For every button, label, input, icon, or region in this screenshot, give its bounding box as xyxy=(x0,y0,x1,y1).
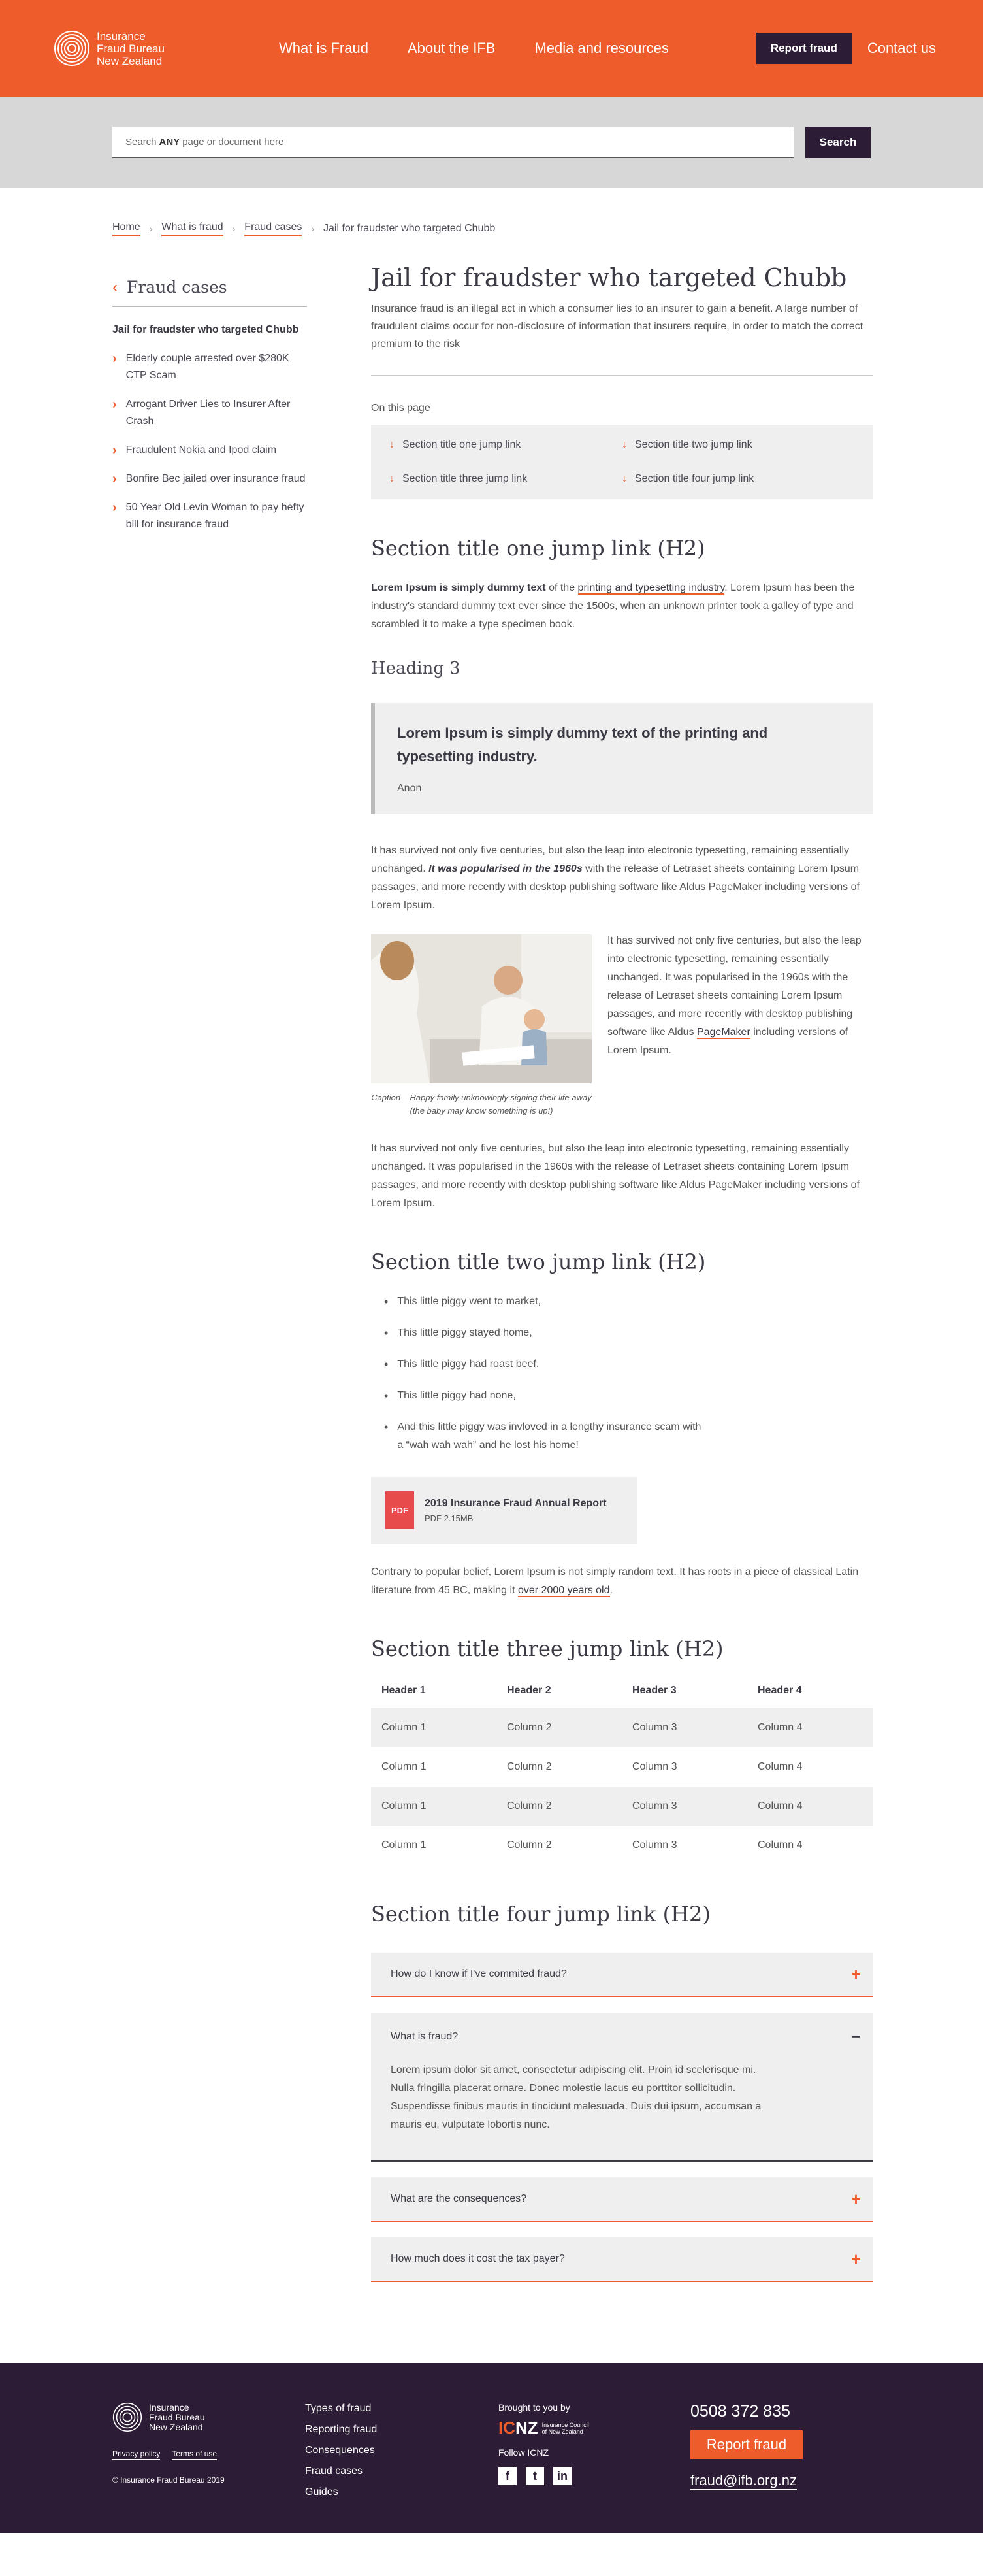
table-row xyxy=(371,1787,873,1826)
table-header-row xyxy=(371,1685,873,1708)
list-item xyxy=(371,1355,873,1374)
text: . Lorem Ipsum has been the industry's standard dummy text ever since the 1500s, when an unknown printer took a galley of type and scrambled it to make a type specimen book. xyxy=(371,582,855,630)
table-cell: Column 3 xyxy=(622,1708,747,1747)
table-header: Header 1 xyxy=(381,1685,426,1696)
jump-link-3[interactable] xyxy=(389,473,622,494)
sidebar-item[interactable] xyxy=(112,499,307,533)
list-item-text: This little piggy had roast beef, xyxy=(397,1359,540,1370)
text: It has survived not only five centuries, but also the leap into electronic typesetting, remaining essentially unchanged. xyxy=(371,845,849,874)
sidebar-item[interactable] xyxy=(112,471,307,487)
search-button[interactable]: Search xyxy=(805,127,871,158)
accordion-answer: Lorem ipsum dolor sit amet, consectetur adipiscing elit. Proin id scelerisque mi. Nulla fringilla placerat ornare. Donec molestie lacus eu porttitor sollicitudin. Suspendisse finibus mauris in tincidunt malesuada. Duis dui ipsum, accumsan a mauris eu, vulputate lobortis nunc. xyxy=(391,2064,762,2130)
table-cell: Column 3 xyxy=(632,1761,677,1772)
search-placeholder: page or document here xyxy=(182,136,284,148)
arrow-down-icon: ↓ xyxy=(389,439,395,450)
sidebar-item[interactable] xyxy=(112,442,307,459)
table-header: Header 2 xyxy=(507,1685,551,1696)
section-two-title: Section title two jump link (H2) xyxy=(371,1249,706,1274)
text: with the release of Letraset sheets containing Lorem Ipsum passages, and more recently with desktop publishing software like Aldus PageMaker including versions of Lorem Ipsum. xyxy=(371,863,860,911)
accordion-question: What are the consequences? xyxy=(391,2193,527,2204)
sidebar-item-label: Fraudulent Nokia and Ipod claim xyxy=(125,444,277,455)
logo-line: New Zealand xyxy=(149,2421,203,2432)
figure xyxy=(371,934,592,1117)
jump-link-label: Section title two jump link xyxy=(635,439,752,450)
chevron-right-icon: › xyxy=(311,223,315,234)
table-cell: Column 1 xyxy=(371,1708,496,1747)
footer-report-fraud-button[interactable]: Report fraud xyxy=(690,2430,803,2459)
logo-line: New Zealand xyxy=(97,54,163,67)
table-cell: Column 3 xyxy=(622,1787,747,1826)
jump-link-label: Section title one jump link xyxy=(402,439,521,450)
terms-of-use-link[interactable]: Terms of use xyxy=(172,2449,218,2458)
accordion xyxy=(371,1953,873,2282)
jump-links xyxy=(371,425,873,499)
icnz-nz: NZ xyxy=(515,2418,538,2437)
bullet-icon: • xyxy=(384,1358,389,1371)
pdf-icon: PDF xyxy=(385,1491,414,1529)
accordion-question: How much does it cost the tax payer? xyxy=(391,2253,565,2264)
contact-us-link[interactable]: Contact us xyxy=(867,40,936,56)
quote-author: Anon xyxy=(397,783,422,794)
jump-link-label: Section title three jump link xyxy=(402,473,528,484)
sidebar xyxy=(112,244,307,2298)
image-side-text xyxy=(607,932,873,1117)
logo-line: Fraud Bureau xyxy=(149,2411,205,2422)
breadcrumb xyxy=(0,188,983,244)
search-placeholder-bold: ANY xyxy=(159,136,180,148)
logo-line: Insurance xyxy=(97,29,146,42)
chevron-right-icon: › xyxy=(149,223,153,234)
list-item-text: This little piggy stayed home, xyxy=(397,1327,532,1338)
bullet-list xyxy=(371,1293,873,1455)
emphasis-text: It was popularised in the 1960s xyxy=(428,863,583,874)
arrow-down-icon: ↓ xyxy=(389,473,395,484)
arrow-down-icon: ↓ xyxy=(622,473,627,484)
accordion-item[interactable] xyxy=(371,2237,873,2282)
search-placeholder: Search xyxy=(125,136,157,148)
text: It has survived not only five centuries, but also the leap into electronic typesetting, remaining essentially unchanged. It was popularised in the 1960s with the release of Letraset sheets containing Lorem Ipsum passages, and more recently with desktop publishing software like Aldus xyxy=(607,935,862,1038)
jump-link-label: Section title four jump link xyxy=(635,473,754,484)
linkedin-icon[interactable]: in xyxy=(553,2467,572,2485)
accordion-item[interactable] xyxy=(371,1953,873,1997)
table-cell: Column 2 xyxy=(507,1761,552,1772)
footer-link[interactable]: Types of fraud xyxy=(305,2403,372,2414)
chevron-right-icon: › xyxy=(112,443,117,457)
inline-link[interactable]: over 2000 years old xyxy=(517,1585,610,1596)
accordion-question: How do I know if I've commited fraud? xyxy=(391,1968,567,1979)
sidebar-item-label: Elderly couple arrested over $280K CTP Scam xyxy=(125,353,289,381)
logo-line: Insurance xyxy=(149,2402,189,2413)
paragraph xyxy=(371,1563,873,1600)
paragraph xyxy=(371,842,873,915)
chevron-left-icon: ‹ xyxy=(112,278,118,296)
main-nav xyxy=(279,40,756,57)
sidebar-heading[interactable] xyxy=(112,278,307,307)
table-cell: Column 4 xyxy=(758,1840,803,1851)
jump-link-1[interactable] xyxy=(389,439,622,460)
minus-icon: − xyxy=(850,2026,861,2046)
fingerprint-icon xyxy=(112,2402,142,2432)
icnz-sub: Insurance Council xyxy=(541,2421,589,2428)
quote-text: Lorem Ipsum is simply dummy text of the printing and typesetting industry. xyxy=(397,725,768,765)
list-item-text: This little piggy had none, xyxy=(397,1390,516,1401)
search-input[interactable] xyxy=(112,127,794,158)
breadcrumb-home[interactable]: Home xyxy=(112,222,140,236)
sidebar-item-label: 50 Year Old Levin Woman to pay hefty bill for insurance fraud xyxy=(125,502,304,530)
bullet-icon: • xyxy=(384,1327,389,1340)
table-cell: Column 2 xyxy=(496,1708,622,1747)
chevron-right-icon: › xyxy=(112,397,117,412)
nav-media-resources[interactable]: Media and resources xyxy=(534,40,669,56)
accordion-item-open[interactable] xyxy=(371,2013,873,2162)
section-four-title: Section title four jump link (H2) xyxy=(371,1902,711,1926)
table-row xyxy=(371,1826,873,1865)
accordion-item[interactable] xyxy=(371,2177,873,2222)
phone-number[interactable]: 0508 372 835 xyxy=(690,2402,790,2420)
twitter-icon[interactable]: t xyxy=(526,2467,544,2485)
plus-icon: + xyxy=(850,2188,861,2209)
table-cell: Column 2 xyxy=(496,1787,622,1826)
site-header xyxy=(0,0,983,97)
jump-link-2[interactable] xyxy=(622,439,854,460)
nav-about-ifb[interactable]: About the IFB xyxy=(407,40,496,56)
brought-to-you-label: Brought to you by xyxy=(498,2402,570,2413)
sidebar-item-current[interactable]: Jail for fraudster who targeted Chubb xyxy=(112,324,299,335)
table-cell: Column 3 xyxy=(632,1840,677,1851)
pdf-meta: PDF 2.15MB xyxy=(425,1513,474,1523)
icnz-ic: IC xyxy=(498,2418,515,2437)
chevron-right-icon: › xyxy=(112,352,117,366)
footer-link[interactable]: Fraud cases xyxy=(305,2466,363,2477)
sidebar-item[interactable] xyxy=(112,396,307,430)
pdf-download[interactable] xyxy=(371,1477,637,1544)
breadcrumb-what-is-fraud[interactable]: What is fraud xyxy=(161,222,223,236)
icnz-logo[interactable] xyxy=(498,2418,690,2438)
inline-link[interactable]: printing and typesetting industry xyxy=(577,582,725,593)
family-illustration xyxy=(371,934,592,1083)
text: Contrary to popular belief, Lorem Ipsum is not simply random text. It has roots in a piece of classical Latin literature from 45 BC, making it xyxy=(371,1566,859,1596)
footer-link[interactable]: Consequences xyxy=(305,2445,375,2456)
site-footer xyxy=(0,2363,983,2533)
family-photo xyxy=(371,934,592,1083)
table-cell: Column 1 xyxy=(381,1840,427,1851)
main-content xyxy=(371,244,873,2298)
pdf-title: 2019 Insurance Fraud Annual Report xyxy=(425,1497,607,1509)
accordion-question: What is fraud? xyxy=(391,2031,459,2042)
breadcrumb-fraud-cases[interactable]: Fraud cases xyxy=(244,222,302,236)
copyright: © Insurance Fraud Bureau 2019 xyxy=(112,2475,225,2485)
image-caption: Caption – Happy family unknowingly signing their life away (the baby may know something is up!) xyxy=(371,1093,592,1115)
list-item-text: And this little piggy was invloved in a lengthy insurance scam with a “wah wah wah” and he lost his home! xyxy=(397,1421,701,1451)
facebook-icon[interactable]: f xyxy=(498,2467,517,2485)
table-cell: Column 4 xyxy=(747,1787,873,1826)
data-table xyxy=(371,1685,873,1865)
list-item xyxy=(371,1418,873,1455)
chevron-right-icon: › xyxy=(232,223,236,234)
bold-text: Lorem Ipsum is simply dummy text xyxy=(371,582,546,593)
paragraph: It has survived not only five centuries, but also the leap into electronic typesetting, remaining essentially unchanged. It was popularised in the 1960s with the release of Letraset sheets containing Lorem Ipsum passages, and more recently with desktop publishing software like Aldus PageMaker including versions of Lorem Ipsum. xyxy=(371,1143,860,1209)
sidebar-heading-label: Fraud cases xyxy=(127,278,227,297)
search-band xyxy=(0,97,983,188)
chevron-right-icon: › xyxy=(112,472,117,486)
breadcrumb-current: Jail for fraudster who targeted Chubb xyxy=(323,222,496,234)
privacy-policy-link[interactable]: Privacy policy xyxy=(112,2449,161,2458)
table-cell: Column 1 xyxy=(371,1787,496,1826)
bullet-icon: • xyxy=(384,1389,389,1402)
table-row xyxy=(371,1708,873,1747)
blockquote xyxy=(371,703,873,814)
list-item-text: This little piggy went to market, xyxy=(397,1296,541,1307)
nav-what-is-fraud[interactable]: What is Fraud xyxy=(279,40,368,56)
heading-3: Heading 3 xyxy=(371,659,460,678)
inline-link[interactable]: PageMaker xyxy=(696,1027,750,1038)
plus-icon: + xyxy=(850,2249,861,2269)
bullet-icon: • xyxy=(384,1295,389,1308)
sidebar-item-label: Arrogant Driver Lies to Insurer After Crash xyxy=(125,399,291,427)
image-with-text xyxy=(371,934,873,1117)
chevron-right-icon: › xyxy=(112,501,117,515)
table-cell: Column 1 xyxy=(381,1761,427,1772)
on-this-page-label: On this page xyxy=(371,403,430,414)
icnz-sub: of New Zealand xyxy=(541,2428,583,2435)
ifb-logo[interactable] xyxy=(54,30,227,67)
logo-line: Fraud Bureau xyxy=(97,42,165,55)
fingerprint-icon xyxy=(54,30,90,67)
lead-paragraph: Insurance fraud is an illegal act in which a consumer lies to an insurer to gain a benefit. A large number of fraudulent claims occur for non-disclosure of information that insurers require, in order to match the correct premium to the risk xyxy=(371,303,863,350)
page-title: Jail for fraudster who targeted Chubb xyxy=(371,263,847,292)
text: of the xyxy=(545,582,578,593)
report-fraud-button[interactable]: Report fraud xyxy=(756,33,852,64)
sidebar-item[interactable] xyxy=(112,350,307,384)
follow-label: Follow ICNZ xyxy=(498,2447,549,2458)
section-one-paragraph xyxy=(371,579,873,634)
table-cell: Column 2 xyxy=(507,1840,552,1851)
plus-icon: + xyxy=(850,1964,861,1984)
table-cell: Column 4 xyxy=(747,1708,873,1747)
footer-links xyxy=(305,2398,498,2533)
footer-link[interactable]: Guides xyxy=(305,2486,338,2498)
table-header: Header 4 xyxy=(758,1685,802,1696)
sidebar-item-label: Bonfire Bec jailed over insurance fraud xyxy=(125,473,306,484)
bullet-icon: • xyxy=(384,1421,389,1434)
table-header: Header 3 xyxy=(632,1685,677,1696)
list-item xyxy=(371,1324,873,1342)
list-item xyxy=(371,1293,873,1311)
jump-link-4[interactable] xyxy=(622,473,854,494)
table-cell: Column 4 xyxy=(758,1761,803,1772)
table-row xyxy=(371,1747,873,1787)
footer-logo[interactable] xyxy=(112,2402,305,2432)
text: including versions of Lorem Ipsum. xyxy=(607,1027,848,1056)
arrow-down-icon: ↓ xyxy=(622,439,627,450)
section-three-title: Section title three jump link (H2) xyxy=(371,1636,724,1661)
section-one-title: Section title one jump link (H2) xyxy=(371,536,705,561)
footer-link[interactable]: Reporting fraud xyxy=(305,2424,378,2435)
list-item xyxy=(371,1387,873,1405)
email-link[interactable]: fraud@ifb.org.nz xyxy=(690,2472,797,2490)
text: . xyxy=(609,1585,613,1596)
divider xyxy=(371,375,873,376)
